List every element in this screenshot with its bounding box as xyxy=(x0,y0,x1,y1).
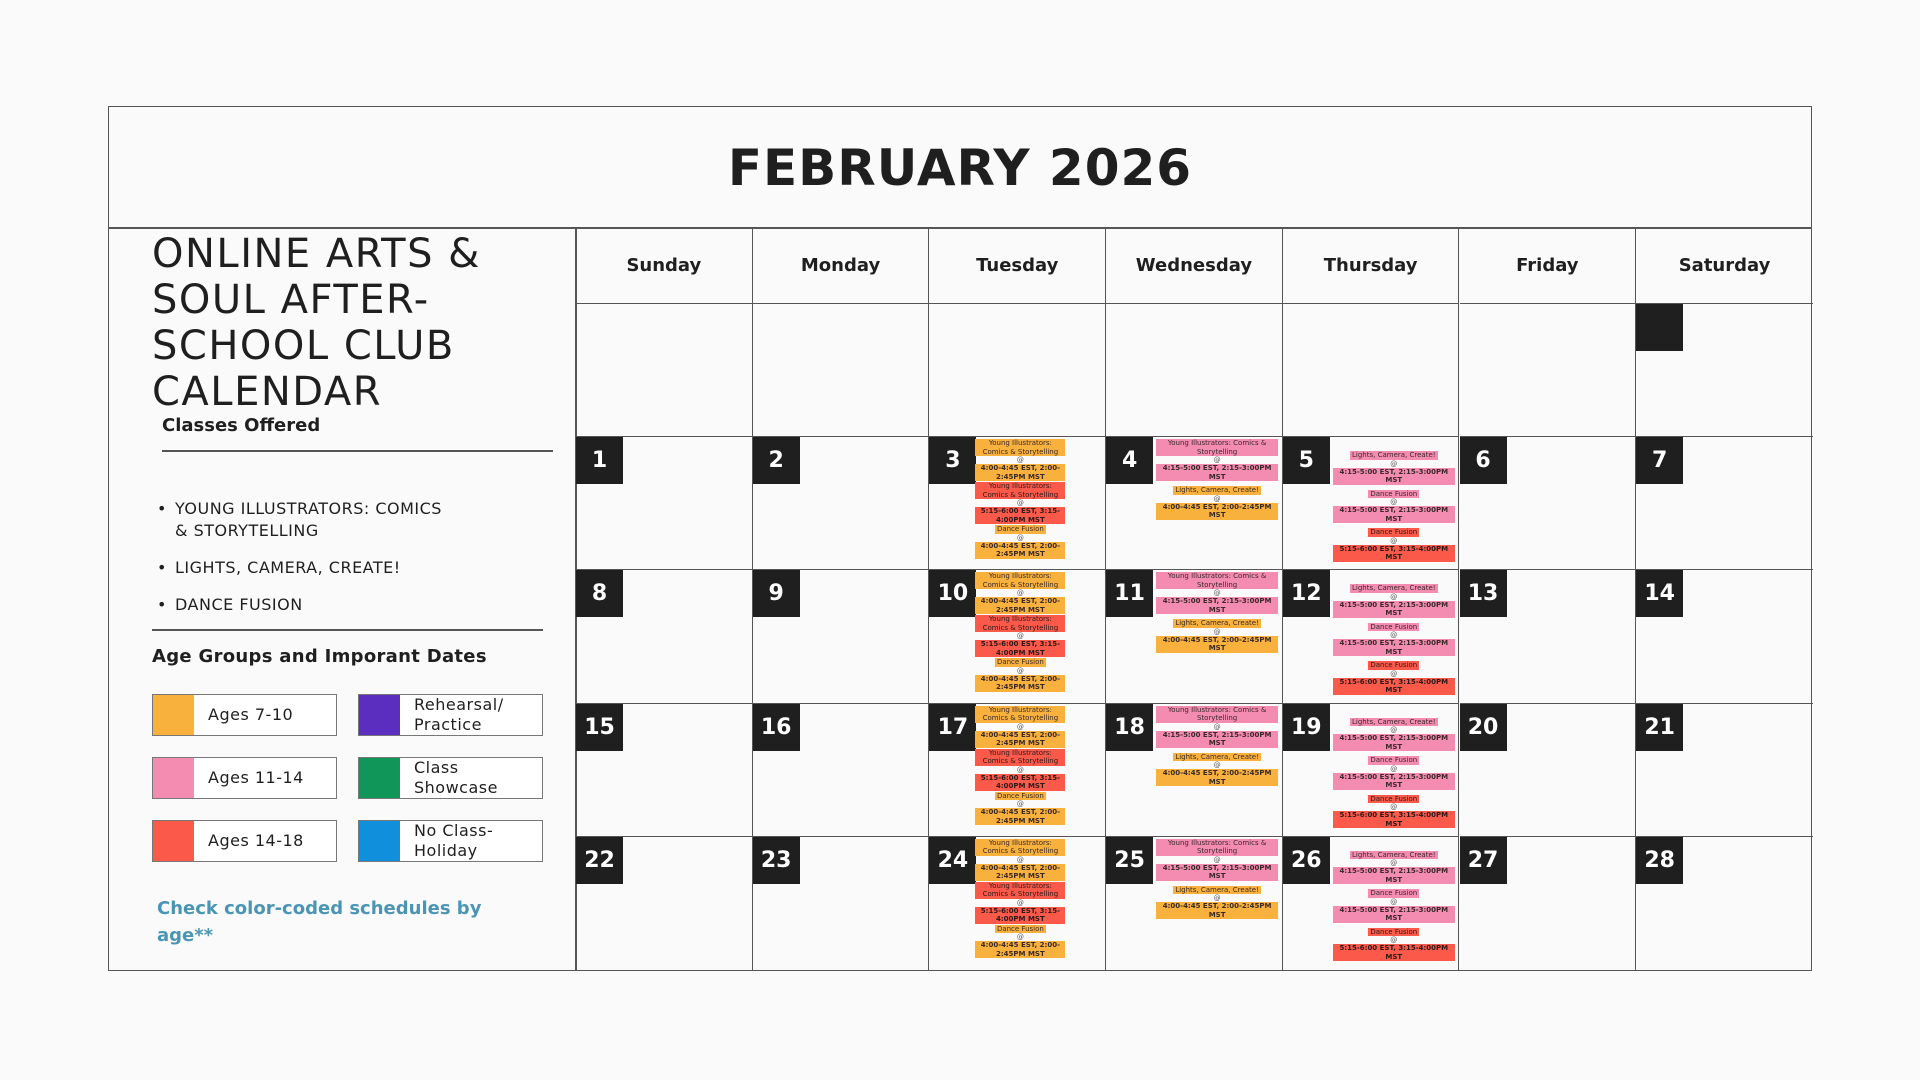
at-symbol: @ xyxy=(1390,592,1398,601)
color-code-note: Check color-coded schedules by age** xyxy=(157,898,482,946)
class-name: Dance Fusion xyxy=(1370,622,1418,631)
at-symbol: @ xyxy=(1390,803,1398,812)
color-swatch xyxy=(359,821,400,861)
calendar-day-cell[interactable] xyxy=(576,304,753,437)
list-item: • LIGHTS, CAMERA, CREATE! xyxy=(157,557,457,579)
calendar-day-cell[interactable] xyxy=(1283,704,1460,837)
calendar-day-cell[interactable] xyxy=(1283,837,1460,970)
class-name: Young Illustrators: Comics & Storytelling xyxy=(975,706,1065,723)
calendar-day-cell[interactable] xyxy=(1106,570,1283,703)
class-time: 4:00-4:45 EST, 2:00-2:45PM MST xyxy=(975,675,1065,692)
age-groups-heading: Age Groups and Imporant Dates xyxy=(152,646,487,667)
class-time: 5:15-6:00 EST, 3:15-4:00PM MST xyxy=(1333,545,1455,562)
at-symbol: @ xyxy=(1390,726,1398,735)
calendar-day-cell[interactable] xyxy=(1460,304,1637,437)
class-time: 4:15-5:00 EST, 2:15-3:00PM MST xyxy=(1333,734,1455,751)
class-name: Dance Fusion xyxy=(996,525,1044,534)
calendar-grid xyxy=(576,228,1813,970)
class-time: 4:15-5:00 EST, 2:15-3:00PM MST xyxy=(1156,464,1278,481)
day-number: 10 xyxy=(929,570,976,617)
at-symbol: @ xyxy=(1213,494,1221,503)
day-header-thursday: Thursday xyxy=(1283,228,1460,304)
at-symbol: @ xyxy=(1390,669,1398,678)
day-header-wednesday: Wednesday xyxy=(1106,228,1283,304)
day-number: 14 xyxy=(1636,570,1683,617)
day-header-friday: Friday xyxy=(1460,228,1637,304)
class-time: 4:15-5:00 EST, 2:15-3:00PM MST xyxy=(1333,867,1455,884)
class-name: Dance Fusion xyxy=(996,658,1044,667)
class-time: 5:15-6:00 EST, 3:15-4:00PM MST xyxy=(975,640,1065,657)
calendar-day-cell[interactable] xyxy=(1106,704,1283,837)
class-time: 4:15-5:00 EST, 2:15-3:00PM MST xyxy=(1333,601,1455,618)
legend-label: Ages 11-14 xyxy=(208,768,304,787)
at-symbol: @ xyxy=(1390,936,1398,945)
day-number: 5 xyxy=(1283,437,1330,484)
class-time: 4:15-5:00 EST, 2:15-3:00PM MST xyxy=(1156,731,1278,748)
class-name: Dance Fusion xyxy=(1370,756,1418,765)
at-symbol: @ xyxy=(1016,800,1024,809)
day-number: 13 xyxy=(1460,570,1507,617)
class-list xyxy=(157,498,457,631)
at-symbol: @ xyxy=(1016,933,1024,942)
class-time: 5:15-6:00 EST, 3:15-4:00PM MST xyxy=(1333,678,1455,695)
class-time: 5:15-6:00 EST, 3:15-4:00PM MST xyxy=(975,774,1065,791)
class-schedule xyxy=(1333,584,1455,700)
calendar-day-cell[interactable] xyxy=(1283,304,1460,437)
list-item: • DANCE FUSION xyxy=(157,594,457,616)
at-symbol: @ xyxy=(1390,536,1398,545)
calendar-day-cell[interactable] xyxy=(1106,437,1283,570)
at-symbol: @ xyxy=(1390,764,1398,773)
calendar-day-cell[interactable] xyxy=(1636,570,1813,703)
class-name: Dance Fusion xyxy=(1370,661,1418,670)
class-schedule xyxy=(1333,718,1455,834)
class-name: Young Illustrators: Comics & Storytelling xyxy=(975,572,1065,589)
calendar-day-cell[interactable] xyxy=(753,837,930,970)
class-name: Young Illustrators: Comics & Storytelling xyxy=(975,839,1065,856)
color-swatch xyxy=(153,758,194,798)
class-time: 5:15-6:00 EST, 3:15-4:00PM MST xyxy=(975,907,1065,924)
class-name: Lights, Camera, Create! xyxy=(1352,717,1436,726)
day-number xyxy=(1636,304,1683,351)
class-name: Dance Fusion xyxy=(1370,927,1418,936)
day-header-sunday: Sunday xyxy=(576,228,753,304)
class-schedule xyxy=(975,439,1065,560)
color-swatch xyxy=(359,758,400,798)
class-time: 4:15-5:00 EST, 2:15-3:00PM MST xyxy=(1333,468,1455,485)
calendar-day-cell[interactable] xyxy=(1283,570,1460,703)
class-name: Dance Fusion xyxy=(1370,794,1418,803)
day-number: 23 xyxy=(753,837,800,884)
day-number: 28 xyxy=(1636,837,1683,884)
at-symbol: @ xyxy=(1213,761,1221,770)
legend-item-no-class-holiday xyxy=(358,820,543,862)
day-number: 18 xyxy=(1106,704,1153,751)
day-number: 27 xyxy=(1460,837,1507,884)
class-schedule xyxy=(1333,851,1455,967)
calendar-day-cell[interactable] xyxy=(1106,304,1283,437)
color-swatch xyxy=(153,695,194,735)
at-symbol: @ xyxy=(1016,898,1024,907)
calendar-day-cell[interactable] xyxy=(753,304,930,437)
at-symbol: @ xyxy=(1016,533,1024,542)
day-number: 16 xyxy=(753,704,800,751)
legend-label: Ages 14-18 xyxy=(208,831,304,850)
legend-item-class-showcase xyxy=(358,757,543,799)
class-name: Lights, Camera, Create! xyxy=(1352,584,1436,593)
at-symbol: @ xyxy=(1016,855,1024,864)
day-number: 20 xyxy=(1460,704,1507,751)
divider xyxy=(152,629,543,631)
day-number: 4 xyxy=(1106,437,1153,484)
class-name: Young Illustrators: Comics & Storytelling xyxy=(975,439,1065,456)
at-symbol: @ xyxy=(1213,589,1221,598)
at-symbol: @ xyxy=(1016,632,1024,641)
class-time: 4:15-5:00 EST, 2:15-3:00PM MST xyxy=(1333,773,1455,790)
color-swatch xyxy=(359,695,400,735)
calendar-day-cell[interactable] xyxy=(1636,304,1813,437)
day-number: 7 xyxy=(1636,437,1683,484)
day-number: 15 xyxy=(576,704,623,751)
class-time: 4:00-4:45 EST, 2:00-2:45PM MST xyxy=(975,941,1065,958)
club-title: ONLINE ARTS & SOUL AFTER-SCHOOL CLUB CALENDAR xyxy=(152,231,481,415)
calendar-day-cell[interactable] xyxy=(753,437,930,570)
class-time: 4:15-5:00 EST, 2:15-3:00PM MST xyxy=(1333,906,1455,923)
calendar-frame xyxy=(108,106,1812,971)
class-time: 4:00-4:45 EST, 2:00-2:45PM MST xyxy=(975,808,1065,825)
day-number: 17 xyxy=(929,704,976,751)
day-number: 24 xyxy=(929,837,976,884)
calendar-day-cell[interactable] xyxy=(576,837,753,970)
day-number: 6 xyxy=(1460,437,1507,484)
class-schedule xyxy=(975,839,1065,960)
class-time: 4:00-4:45 EST, 2:00-2:45PM MST xyxy=(975,597,1065,614)
class-schedule xyxy=(1156,439,1278,520)
class-name: Young Illustrators: Comics & Storytelling xyxy=(975,482,1065,499)
class-time: 4:15-5:00 EST, 2:15-3:00PM MST xyxy=(1156,864,1278,881)
legend-item-ages-11-14 xyxy=(152,757,337,799)
at-symbol: @ xyxy=(1016,499,1024,508)
calendar-day-cell[interactable] xyxy=(576,570,753,703)
class-time: 4:00-4:45 EST, 2:00-2:45PM MST xyxy=(1156,636,1278,653)
class-schedule xyxy=(975,572,1065,693)
day-number: 26 xyxy=(1283,837,1330,884)
class-name: Lights, Camera, Create! xyxy=(1175,619,1259,628)
color-swatch xyxy=(153,821,194,861)
list-item: • YOUNG ILLUSTRATORS: COMICS & STORYTELLING xyxy=(157,498,457,542)
legend-label: Rehearsal/ Practice xyxy=(414,695,504,734)
class-time: 4:00-4:45 EST, 2:00-2:45PM MST xyxy=(1156,503,1278,520)
class-time: 4:00-4:45 EST, 2:00-2:45PM MST xyxy=(1156,769,1278,786)
calendar-day-cell[interactable] xyxy=(1106,837,1283,970)
day-number: 12 xyxy=(1283,570,1330,617)
at-symbol: @ xyxy=(1213,894,1221,903)
class-name: Dance Fusion xyxy=(1370,489,1418,498)
calendar-day-cell[interactable] xyxy=(929,437,1106,570)
page-title: FEBRUARY 2026 xyxy=(727,138,1193,197)
legend-label: Class Showcase xyxy=(414,758,498,797)
day-number: 21 xyxy=(1636,704,1683,751)
calendar-day-cell[interactable] xyxy=(929,570,1106,703)
calendar-day-cell[interactable] xyxy=(1636,704,1813,837)
at-symbol: @ xyxy=(1213,855,1221,864)
class-name: Dance Fusion xyxy=(1370,889,1418,898)
class-time: 4:00-4:45 EST, 2:00-2:45PM MST xyxy=(975,864,1065,881)
legend-item-ages-7-10 xyxy=(152,694,337,736)
classes-heading: Classes Offered xyxy=(162,415,321,436)
class-name: Dance Fusion xyxy=(996,791,1044,800)
calendar-day-cell[interactable] xyxy=(1636,437,1813,570)
calendar-day-cell[interactable] xyxy=(576,437,753,570)
class-time: 5:15-6:00 EST, 3:15-4:00PM MST xyxy=(1333,944,1455,961)
class-time: 4:00-4:45 EST, 2:00-2:45PM MST xyxy=(975,542,1065,559)
at-symbol: @ xyxy=(1016,765,1024,774)
class-time: 4:00-4:45 EST, 2:00-2:45PM MST xyxy=(975,731,1065,748)
at-symbol: @ xyxy=(1016,666,1024,675)
at-symbol: @ xyxy=(1213,722,1221,731)
legend-label: No Class- Holiday xyxy=(414,821,494,860)
at-symbol: @ xyxy=(1016,456,1024,465)
class-schedule xyxy=(1156,572,1278,653)
class-name: Lights, Camera, Create! xyxy=(1175,885,1259,894)
day-header-saturday: Saturday xyxy=(1636,228,1813,304)
at-symbol: @ xyxy=(1213,627,1221,636)
class-schedule xyxy=(1333,451,1455,567)
day-header-monday: Monday xyxy=(753,228,930,304)
day-number: 3 xyxy=(929,437,976,484)
class-name: Dance Fusion xyxy=(1370,528,1418,537)
day-number: 22 xyxy=(576,837,623,884)
calendar-day-cell[interactable] xyxy=(753,570,930,703)
legend-item-rehearsal xyxy=(358,694,543,736)
class-name: Lights, Camera, Create! xyxy=(1175,486,1259,495)
class-time: 5:15-6:00 EST, 3:15-4:00PM MST xyxy=(1333,811,1455,828)
class-name: Dance Fusion xyxy=(996,924,1044,933)
class-time: 4:00-4:45 EST, 2:00-2:45PM MST xyxy=(1156,902,1278,919)
left-panel xyxy=(109,228,575,970)
at-symbol: @ xyxy=(1390,859,1398,868)
at-symbol: @ xyxy=(1016,722,1024,731)
day-number: 2 xyxy=(753,437,800,484)
day-number: 9 xyxy=(753,570,800,617)
class-name: Young Illustrators: Comics & Storytelling xyxy=(975,615,1065,632)
class-name: Young Illustrators: Comics & Storytelling xyxy=(1156,439,1278,456)
day-header-tuesday: Tuesday xyxy=(929,228,1106,304)
at-symbol: @ xyxy=(1213,456,1221,465)
class-time: 4:15-5:00 EST, 2:15-3:00PM MST xyxy=(1156,597,1278,614)
calendar-day-cell[interactable] xyxy=(1460,837,1637,970)
calendar-day-cell[interactable] xyxy=(1460,570,1637,703)
day-number: 19 xyxy=(1283,704,1330,751)
class-schedule xyxy=(1156,706,1278,787)
class-name: Young Illustrators: Comics & Storytelling xyxy=(975,882,1065,899)
class-schedule xyxy=(975,706,1065,827)
class-name: Lights, Camera, Create! xyxy=(1352,850,1436,859)
class-name: Lights, Camera, Create! xyxy=(1352,451,1436,460)
calendar-day-cell[interactable] xyxy=(929,704,1106,837)
calendar-day-cell[interactable] xyxy=(1460,704,1637,837)
legend-label: Ages 7-10 xyxy=(208,705,294,724)
calendar-day-cell[interactable] xyxy=(1283,437,1460,570)
class-name: Lights, Camera, Create! xyxy=(1175,752,1259,761)
at-symbol: @ xyxy=(1390,631,1398,640)
at-symbol: @ xyxy=(1390,897,1398,906)
calendar-day-cell[interactable] xyxy=(1636,837,1813,970)
day-number: 11 xyxy=(1106,570,1153,617)
class-schedule xyxy=(1156,839,1278,920)
class-name: Young Illustrators: Comics & Storytelling xyxy=(1156,839,1278,856)
day-number: 8 xyxy=(576,570,623,617)
day-number: 25 xyxy=(1106,837,1153,884)
class-time: 4:15-5:00 EST, 2:15-3:00PM MST xyxy=(1333,506,1455,523)
class-time: 4:00-4:45 EST, 2:00-2:45PM MST xyxy=(975,464,1065,481)
class-name: Young Illustrators: Comics & Storytelling xyxy=(975,749,1065,766)
calendar-day-cell[interactable] xyxy=(753,704,930,837)
class-name: Young Illustrators: Comics & Storytelling xyxy=(1156,706,1278,723)
day-number: 1 xyxy=(576,437,623,484)
at-symbol: @ xyxy=(1016,589,1024,598)
at-symbol: @ xyxy=(1390,459,1398,468)
class-time: 5:15-6:00 EST, 3:15-4:00PM MST xyxy=(975,507,1065,524)
calendar-day-cell[interactable] xyxy=(1460,437,1637,570)
divider xyxy=(162,450,553,452)
calendar-day-cell[interactable] xyxy=(576,704,753,837)
legend-item-ages-14-18 xyxy=(152,820,337,862)
class-name: Young Illustrators: Comics & Storytelling xyxy=(1156,572,1278,589)
calendar-day-cell[interactable] xyxy=(929,304,1106,437)
at-symbol: @ xyxy=(1390,498,1398,507)
class-time: 4:15-5:00 EST, 2:15-3:00PM MST xyxy=(1333,639,1455,656)
calendar-day-cell[interactable] xyxy=(929,837,1106,970)
